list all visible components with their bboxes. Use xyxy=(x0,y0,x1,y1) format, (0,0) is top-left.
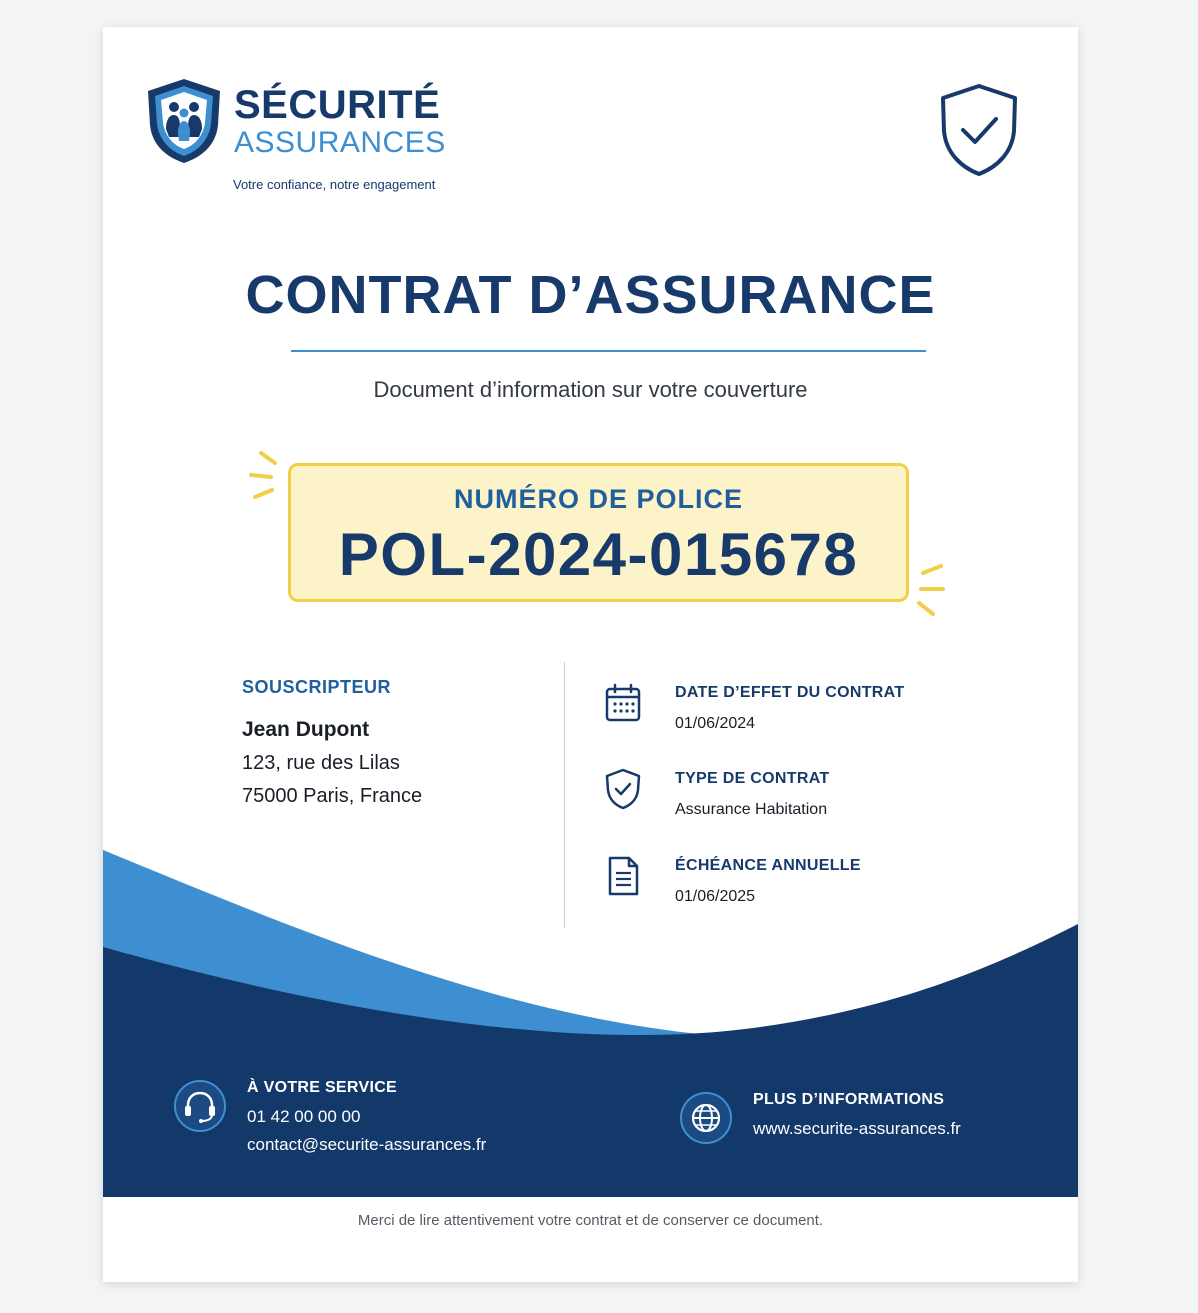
policy-label: NUMÉRO DE POLICE xyxy=(453,484,744,514)
footer-note: Merci de lire attentivement votre contrat et de conserver ce document. xyxy=(357,1212,824,1229)
subscriber-section xyxy=(242,677,562,808)
title-divider xyxy=(291,350,926,352)
info-section xyxy=(679,1091,1019,1151)
calendar-icon xyxy=(603,682,643,724)
page-subtitle: Document d’information sur votre couverture xyxy=(373,377,808,402)
globe-icon xyxy=(679,1091,733,1145)
subscriber-address-line1: 123, rue des Lilas xyxy=(242,752,400,774)
brand-name: SÉCURITÉ xyxy=(234,83,441,127)
contact-section xyxy=(173,1079,593,1169)
detail-contract-type xyxy=(603,768,983,828)
detail-label: ÉCHÉANCE ANNUELLE xyxy=(675,857,861,874)
detail-label: DATE D’EFFET DU CONTRAT xyxy=(675,684,905,701)
sparkle-icon xyxy=(245,447,281,503)
detail-value: 01/06/2025 xyxy=(675,888,756,905)
subscriber-label: SOUSCRIPTEUR xyxy=(242,677,392,697)
detail-value: 01/06/2024 xyxy=(675,715,756,732)
policy-number: POL-2024-015678 xyxy=(338,521,859,588)
contact-label: À VOTRE SERVICE xyxy=(247,1079,398,1096)
detail-label: TYPE DE CONTRAT xyxy=(675,770,830,787)
brand-tagline: Votre confiance, notre engagement xyxy=(233,177,436,192)
sparkle-icon xyxy=(913,561,949,619)
brand-subtitle: ASSURANCES xyxy=(234,126,446,159)
website-link[interactable]: www.securite-assurances.fr xyxy=(753,1119,961,1138)
shield-check-icon xyxy=(603,768,643,810)
detail-start-date xyxy=(603,682,983,742)
info-label: PLUS D’INFORMATIONS xyxy=(753,1091,945,1108)
detail-value: Assurance Habitation xyxy=(675,801,828,818)
contact-phone[interactable]: 01 42 00 00 00 xyxy=(247,1107,361,1126)
contact-email[interactable]: contact@securite-assurances.fr xyxy=(247,1135,487,1154)
subscriber-address-line2: 75000 Paris, France xyxy=(242,785,423,807)
contract-page xyxy=(103,27,1078,1282)
shield-check-icon xyxy=(939,83,1019,177)
subscriber-name: Jean Dupont xyxy=(242,718,370,741)
shield-family-icon xyxy=(146,77,222,165)
brand-logo xyxy=(146,75,446,200)
headset-icon xyxy=(173,1079,227,1133)
policy-number-box xyxy=(288,463,909,602)
page-title: CONTRAT D’ASSURANCE xyxy=(245,265,936,325)
